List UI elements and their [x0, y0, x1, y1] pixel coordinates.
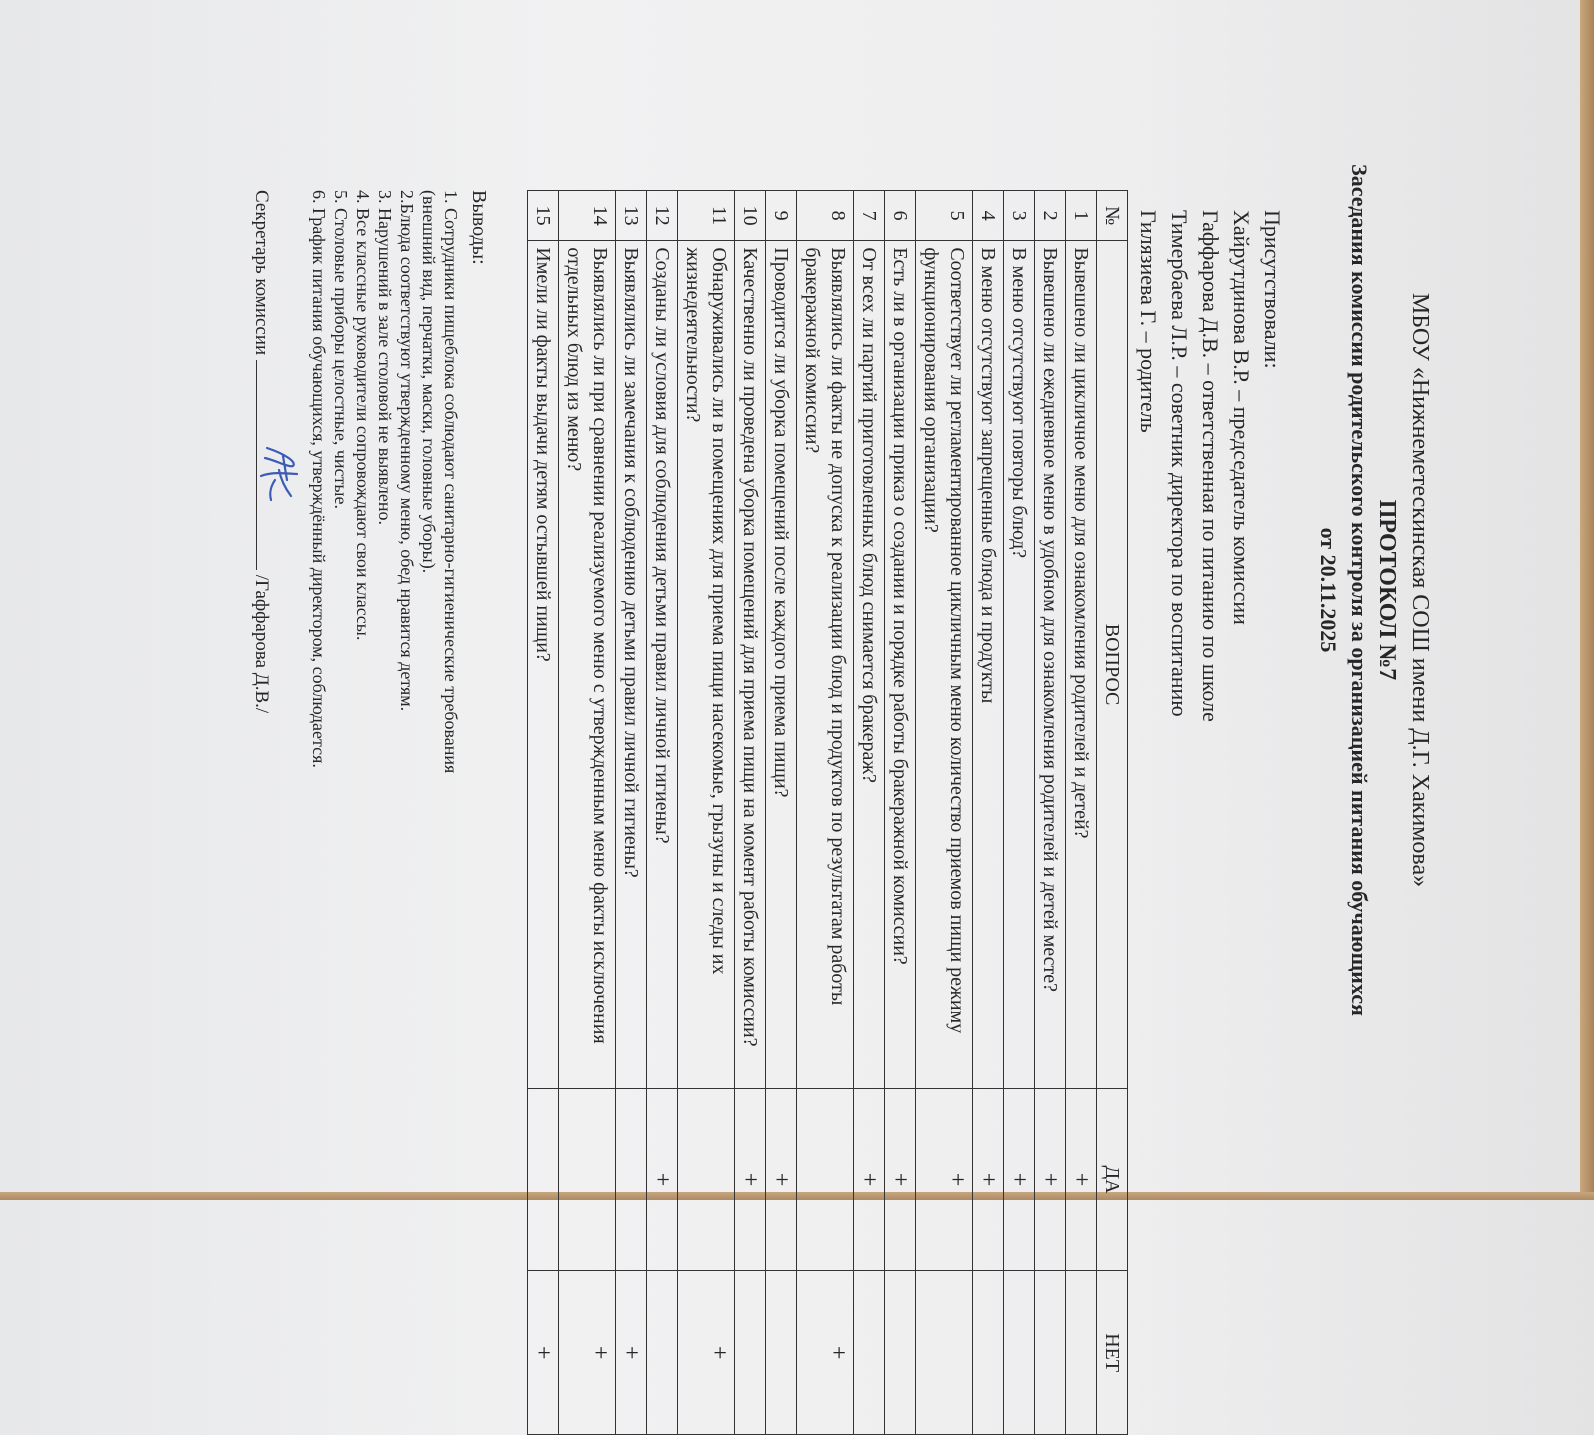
row-yes: +	[916, 1088, 973, 1271]
row-question: Имели ли факты выдачи детям остывшей пищи?	[528, 241, 559, 1088]
attendee: Хайрутдинова В.Р. – председатель комиссии	[1229, 210, 1254, 625]
row-question: Качественно ли проведена уборка помещений для приема пищи на момент работы комиссии?	[735, 241, 766, 1088]
protocol-sheet	[80, 20, 1520, 1373]
row-question: Соответствует ли регламентированное цикличным меню количество приемов пищи режиму функционирования организации?	[916, 241, 973, 1088]
row-no	[735, 1271, 766, 1435]
signature-name: /Гаффарова Д.В./	[251, 574, 272, 714]
row-num: 15	[528, 191, 559, 241]
attendee: Гилязиева Г. – родитель	[1136, 210, 1161, 433]
conclusion-item: 3. Нарушений в зале столовой не выявлено.	[375, 190, 395, 525]
header-question: ВОПРОС	[1097, 241, 1128, 1088]
row-num: 6	[885, 191, 916, 241]
row-num: 7	[854, 191, 885, 241]
row-yes: +	[1066, 1088, 1097, 1271]
table-row	[647, 191, 678, 1435]
row-question: Вывешено ли ежедневное меню в удобном для ознакомления родителей и детей месте?	[1035, 241, 1066, 1088]
row-yes: +	[735, 1088, 766, 1271]
conclusion-item: 4. Все классные руководители сопровождают свои классы.	[353, 190, 373, 641]
table-row	[973, 191, 1004, 1435]
table-row	[528, 191, 559, 1435]
row-num: 13	[616, 191, 647, 241]
row-num: 4	[973, 191, 1004, 241]
row-yes: +	[1004, 1088, 1035, 1271]
protocol-subject: Заседания комиссии родительского контроля за организацией питания обучающихся	[1347, 164, 1372, 1016]
table-row	[1035, 191, 1066, 1435]
row-question: Выявлялись ли замечания к соблюдению детьми правил личной гигиены?	[616, 241, 647, 1088]
header-yes: ДА	[1097, 1088, 1128, 1271]
table-row	[885, 191, 916, 1435]
row-num: 9	[766, 191, 797, 241]
organization-name: МБОУ «Нижнеметескинская СОШ имени Д.Г. Хакимова»	[1407, 292, 1433, 888]
row-yes	[528, 1088, 559, 1271]
table-row	[735, 191, 766, 1435]
row-yes: +	[647, 1088, 678, 1271]
questions-table	[527, 190, 1128, 1435]
row-yes	[678, 1088, 735, 1271]
row-yes	[616, 1088, 647, 1271]
row-no: +	[678, 1271, 735, 1435]
conclusion-item: 6. График питания обучающихся, утверждённый директором, соблюдается.	[309, 190, 329, 768]
conclusion-item: 2.Блюда соответствуют утвержденному меню, обед нравится детям.	[397, 190, 417, 712]
wooden-table-edge	[1580, 0, 1594, 1200]
row-yes: +	[1035, 1088, 1066, 1271]
row-question: В меню отсутствуют повторы блюд?	[1004, 241, 1035, 1088]
row-no: +	[528, 1271, 559, 1435]
table-row	[854, 191, 885, 1435]
header-num: №	[1097, 191, 1128, 241]
row-question: Есть ли в организации приказ о создании и порядке работы бракеражной комиссии?	[885, 241, 916, 1088]
row-num: 5	[916, 191, 973, 241]
table-row	[678, 191, 735, 1435]
row-yes: +	[854, 1088, 885, 1271]
row-no: +	[797, 1271, 854, 1435]
signature-line	[248, 190, 275, 713]
row-no	[854, 1271, 885, 1435]
row-yes	[797, 1088, 854, 1271]
conclusion-item: 5. Столовые приборы целостные, чистые.	[331, 190, 351, 509]
attendee: Тимербаева Л.Р. – советник директора по воспитанию	[1167, 210, 1192, 717]
row-num: 2	[1035, 191, 1066, 241]
row-no	[916, 1271, 973, 1435]
row-num: 10	[735, 191, 766, 241]
row-yes: +	[766, 1088, 797, 1271]
conclusions-title: Выводы:	[468, 190, 490, 265]
signature-role: Секретарь комиссии	[251, 190, 272, 356]
header-no: НЕТ	[1097, 1271, 1128, 1435]
protocol-title: ПРОТОКОЛ №7	[1374, 499, 1400, 681]
row-question: Выявлялись ли при сравнении реализуемого меню с утвержденным меню факты исключения отдельных блюд из меню?	[559, 241, 616, 1088]
protocol-date: от 20.11.2025	[1316, 527, 1341, 653]
row-yes: +	[973, 1088, 1004, 1271]
table-row	[797, 191, 854, 1435]
row-no: +	[559, 1271, 616, 1435]
row-no	[766, 1271, 797, 1435]
row-question: Выявлялись ли факты не допуска к реализации блюд и продуктов по результатам работы бракеражной комиссии?	[797, 241, 854, 1088]
row-no	[1004, 1271, 1035, 1435]
attendees-title: Присутствовали:	[1260, 210, 1285, 369]
signature-blank	[256, 360, 275, 570]
row-no	[1035, 1271, 1066, 1435]
row-no	[1066, 1271, 1097, 1435]
table-row	[1004, 191, 1035, 1435]
row-num: 11	[678, 191, 735, 241]
conclusion-item: (внешний вид, перчатки, маски, головные уборы).	[419, 190, 439, 574]
row-num: 3	[1004, 191, 1035, 241]
row-question: Вывешено ли цикличное меню для ознакомления родителей и детей?	[1066, 241, 1097, 1088]
handwritten-signature-icon	[255, 440, 305, 510]
row-num: 1	[1066, 191, 1097, 241]
row-num: 12	[647, 191, 678, 241]
table-row	[766, 191, 797, 1435]
row-question: От всех ли партий приготовленных блюд снимается бракераж?	[854, 241, 885, 1088]
row-question: Проводится ли уборка помещений после каждого приема пищи?	[766, 241, 797, 1088]
row-num: 14	[559, 191, 616, 241]
attendees-section	[1133, 210, 1288, 722]
row-question: Обнаруживались ли в помещениях для приема пищи насекомые, грызуны и следы их жизнедеятельности?	[678, 241, 735, 1088]
row-yes	[559, 1088, 616, 1271]
conclusions-section	[308, 190, 490, 1390]
row-yes: +	[885, 1088, 916, 1271]
table-header-row	[1097, 191, 1128, 1435]
attendee: Гаффарова Д.В. – ответственная по питанию по школе	[1198, 210, 1223, 722]
row-no: +	[616, 1271, 647, 1435]
row-no	[973, 1271, 1004, 1435]
row-question: Созданы ли условия для соблюдения детьми правил личной гигиены?	[647, 241, 678, 1088]
row-no	[885, 1271, 916, 1435]
table-row	[916, 191, 973, 1435]
row-num: 8	[797, 191, 854, 241]
row-no	[647, 1271, 678, 1435]
row-question: В меню отсутствуют запрещенные блюда и продукты	[973, 241, 1004, 1088]
table-row	[616, 191, 647, 1435]
conclusion-item: 1. Сотрудники пищеблока соблюдают санитарно-гигиенические требования	[441, 190, 461, 774]
table-row	[559, 191, 616, 1435]
table-row	[1066, 191, 1097, 1435]
